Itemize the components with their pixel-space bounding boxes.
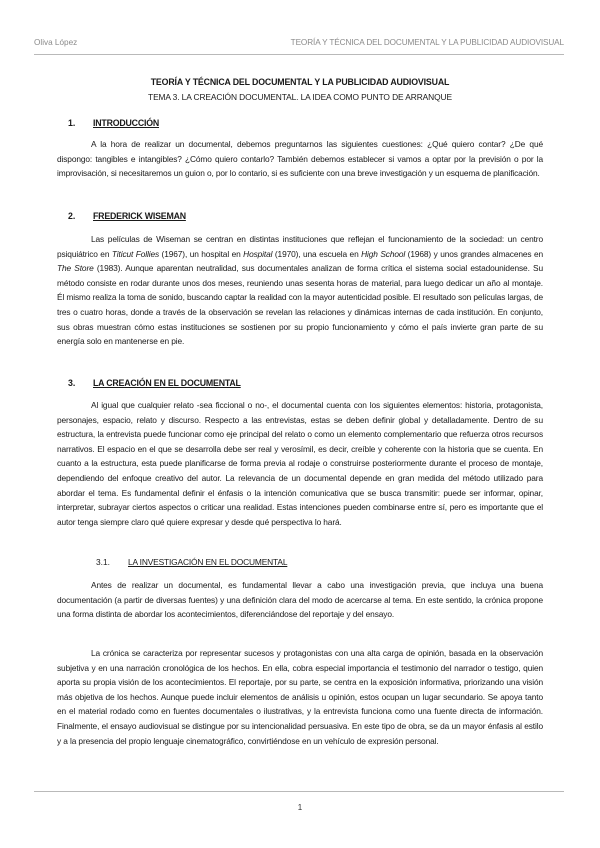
footer-divider: [34, 791, 564, 792]
subsection-title: LA INVESTIGACIÓN EN EL DOCUMENTAL: [128, 557, 288, 567]
running-header: [34, 38, 564, 50]
film-title: Hospital: [243, 248, 273, 259]
document-subtitle: TEMA 3. LA CREACIÓN DOCUMENTAL. LA IDEA COMO PUNTO DE ARRANQUE: [148, 92, 452, 102]
section-title: FREDERICK WISEMAN: [93, 211, 186, 221]
paragraph-introduccion: A la hora de realizar un documental, debemos preguntarnos las siguientes cuestiones: ¿Qué quiero contar? ¿De qué dispongo: tangibles e intangibles? ¿Cómo quiero contarlo? También debemos establecer si vamos a optar por la previsión o por la improvisación, si necesitaremos un guion o, por lo contario, si es suficiente con una breve investigación y un esquema de planificación.: [57, 139, 543, 179]
section-number: 2.: [68, 211, 76, 221]
page-number: 1: [297, 803, 303, 812]
paragraph-investigacion: Antes de realizar un documental, es fundamental llevar a cabo una investigación previa, que incluya una buena documentación (a partir de diversas fuentes) y una definición clara del modo de acercarse al tema. En este sentido, la crónica propone una forma distinta de abordar los acontecimientos, diferenciándose del reportaje y del ensayo.: [57, 580, 543, 620]
section-title: INTRODUCCIÓN: [93, 118, 160, 128]
subsection-heading-3-1: [96, 557, 287, 567]
section-title: LA CREACIÓN EN EL DOCUMENTAL: [93, 378, 241, 388]
paragraph-creacion: Al igual que cualquier relato -sea ficcional o no-, el documental cuenta con los siguientes elementos: historia, protagonista, personajes, espacio, relato y discurso. Respecto a las entrevistas, estas se deben definir global y detalladamente. Dentro de su estructura, la entrevista puede funcionar como eje principal del relato o como un elemento complementario que refuerza otros recursos narrativos. El espacio en el que se desarrolla debe ser real y verosímil, es decir, creíble y coherente con la historia que se cuenta. En cuanto a la estructura, esta puede planificarse de forma previa al rodaje o construirse posteriormente durante el proceso de montaje, dependiendo del enfoque creativo del autor. La relevancia de un documental depende en gran medida del método utilizado para abordar el tema. Es fundamental definir el énfasis o la intención comunicativa que se busca transmitir: puede ser informar, opinar, interpretar, subrayar ciertos aspectos o criticar una realidad. Estas intenciones pueden combinarse entre sí, pero es importante que el autor tenga siempre claro qué quiere expresar y desde qué perspectiva lo hará.: [57, 400, 543, 527]
section-heading-2: [68, 211, 186, 221]
film-title: The Store: [57, 263, 94, 274]
section-number: 1.: [68, 118, 76, 128]
paragraph-wiseman: Las películas de Wiseman se centran en distintas instituciones que reflejan el funcionamiento de la sociedad: un centro psiquiátrico en Titicut Follies (1967), un hospital en Hospital (1970), una escuela en High School (1968) y unos grandes almacenes en The Store (1983). Aunque aparentan neutralidad, sus documentales analizan de forma crítica el sistema social estadounidense. Su método consiste en rodar durante unos dos meses, reuniendo unas sesenta horas de material, para luego dedicar un año al montaje. Él mismo realiza la toma de sonido, buscando captar la realidad con la mayor autenticidad posible. El resultado son películas largas, de tres o cuatro horas, donde a través de la observación se revelan las relaciones y dinámicas internas de cada institución. En conjunto, sus obras muestran cómo estas instituciones se sostienen por su propio funcionamiento y cómo el país invierte gran parte de su energía solo en mantenerse en pie.: [57, 234, 544, 347]
film-title: High School: [361, 248, 406, 259]
section-number: 3.: [68, 378, 76, 388]
section-heading-1: [68, 118, 159, 128]
header-course: TEORÍA Y TÉCNICA DEL DOCUMENTAL Y LA PUBLICIDAD AUDIOVISUAL: [290, 38, 564, 47]
subsection-number: 3.1.: [96, 557, 110, 567]
document-title: TEORÍA Y TÉCNICA DEL DOCUMENTAL Y LA PUBLICIDAD AUDIOVISUAL: [150, 77, 450, 87]
header-divider: [34, 54, 564, 55]
section-heading-3: [68, 378, 241, 388]
film-title: Titicut Follies: [111, 248, 160, 259]
paragraph-cronica: La crónica se caracteriza por representar sucesos y protagonistas con una alta carga de opinión, basada en la observación subjetiva y en una narración cronológica de los hechos. En ella, cobra especial importancia el testimonio del narrador o testigo, quien aporta su propia visión de los acontecimientos. El reportaje, por su parte, se centra en la exposición informativa, priorizando una visión más objetiva de los hechos. Aunque puede incluir elementos de análisis u opinión, estos ocupan un lugar secundario. Se apoya tanto en el material rodado como en fuentes documentales o ilustrativas, y la entrevista funciona como una fuente directa de información. Finalmente, el ensayo audiovisual se distingue por su intencionalidad persuasiva. En este tipo de obra, se da un mayor énfasis al estilo y a la presencia del propio lenguaje cinematográfico, convirtiéndose en un vehículo de expresión personal.: [57, 648, 543, 746]
header-author: Oliva López: [34, 38, 78, 47]
